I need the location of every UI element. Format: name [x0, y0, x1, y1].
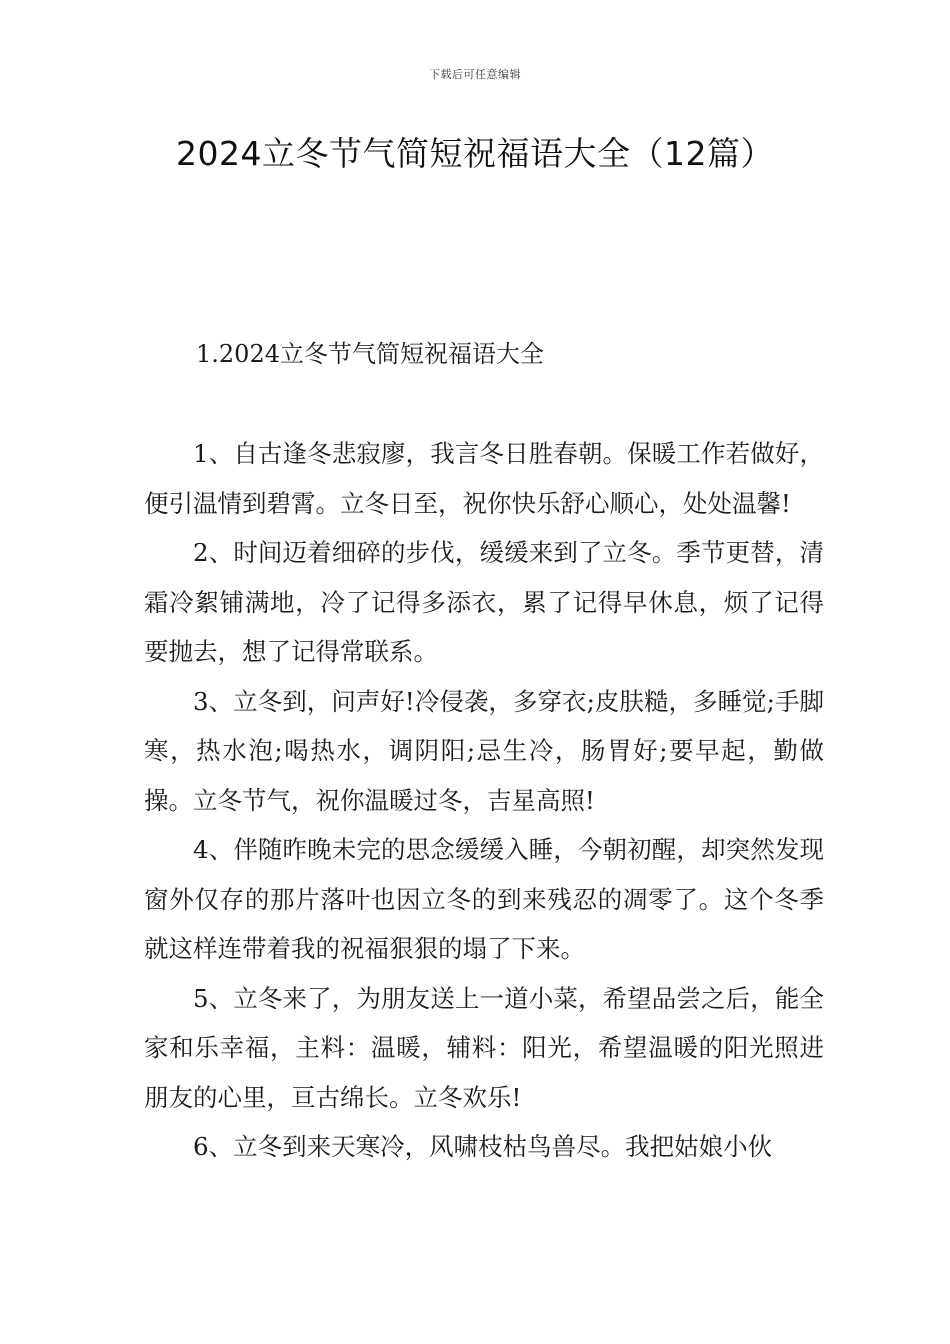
paragraph-1: 1、自古逢冬悲寂廖，我言冬日胜春朝。保暖工作若做好，便引温情到碧霄。立冬日至，祝你快乐舒心顺心，处处温馨!: [144, 439, 824, 518]
paragraph-2: 2、时间迈着细碎的步伐，缓缓来到了立冬。季节更替，清霜冷絮铺满地，冷了记得多添衣，累了记得早休息，烦了记得要抛去，想了记得常联系。: [144, 538, 824, 666]
paragraph-6: 6、立冬到来天寒冷，风啸枝枯鸟兽尽。我把姑娘小伙: [193, 1132, 773, 1161]
document-body: [144, 429, 824, 1172]
paragraph-5: 5、立冬来了，为朋友送上一道小菜，希望品尝之后，能全家和乐幸福，主料：温暖，辅料：阳光，希望温暖的阳光照进朋友的心里，亘古绵长。立冬欢乐!: [144, 983, 824, 1112]
paragraph-3: 3、立冬到，问声好!冷侵袭，多穿衣;皮肤糙，多睡觉;手脚寒，热水泡;喝热水，调阴阳;忌生冷，肠胃好;要早起，勤做操。立冬节气，祝你温暖过冬，吉星高照!: [144, 686, 824, 815]
document-title: 2024立冬节气简短祝福语大全（12篇）: [176, 134, 774, 173]
paragraph-4: 4、伴随昨晚未完的思念缓缓入睡，今朝初醒，却突然发现窗外仅存的那片落叶也因立冬的到来残忍的凋零了。这个冬季就这样连带着我的祝福狠狠的塌了下来。: [144, 835, 824, 963]
section-heading: 1.2024立冬节气简短祝福语大全: [196, 340, 544, 368]
header-note: 下载后可任意编辑: [429, 68, 521, 81]
